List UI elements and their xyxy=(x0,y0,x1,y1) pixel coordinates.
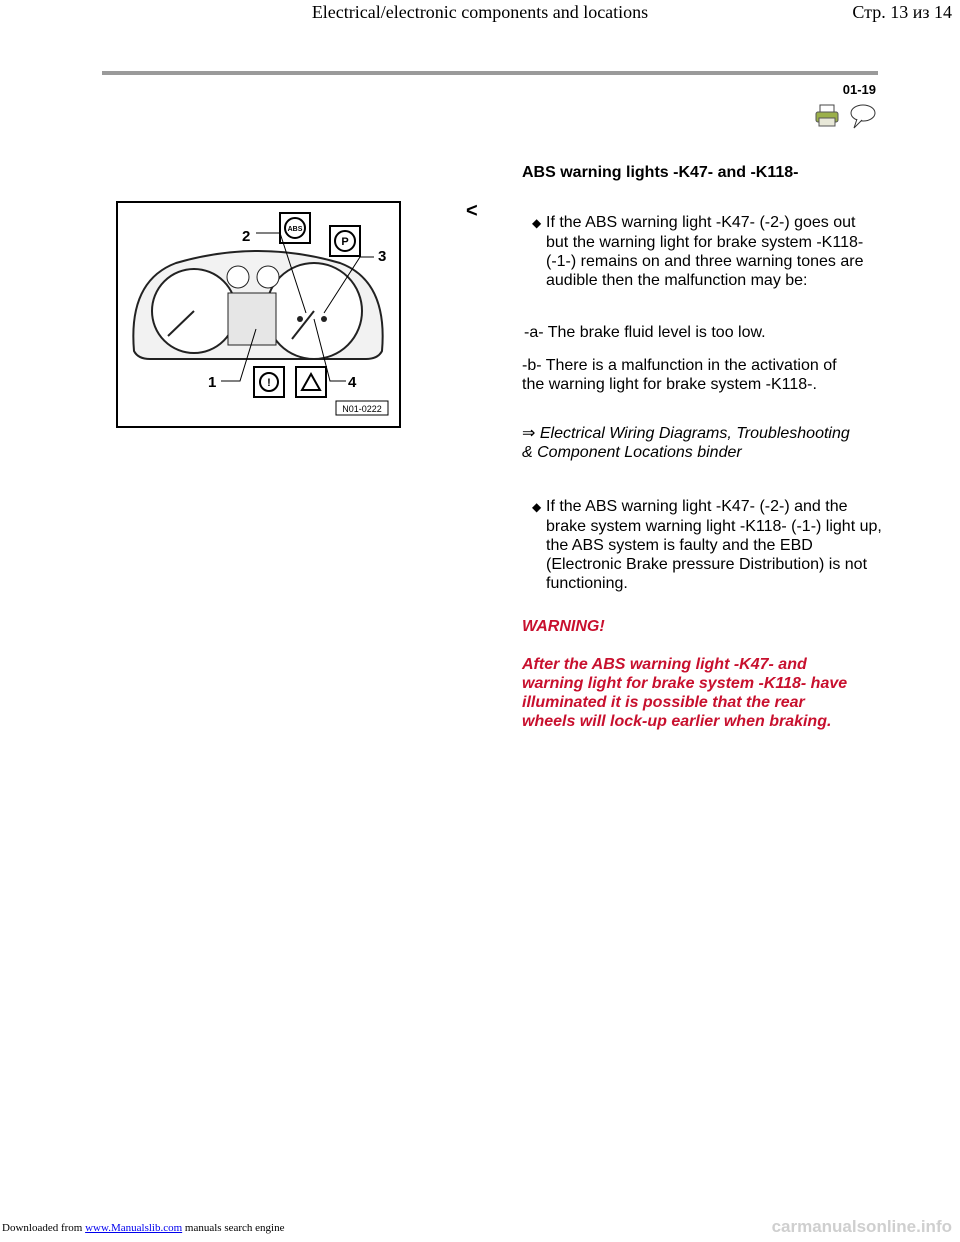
header-page-count: Стр. 13 из 14 xyxy=(852,2,952,22)
list-item-b: -b- There is a malfunction in the activation of the warning light for brake system -K118-. xyxy=(522,357,837,393)
bullet-item-2: ◆ If the ABS warning light -K47- (-2-) and the brake system warning light -K118- (-1-) light up, the ABS system is faulty and the EBD (Electronic Brake pressure Distribution) is not functioning. xyxy=(532,498,882,592)
header-title: Electrical/electronic components and locations xyxy=(311,2,649,22)
callout-4: 4 xyxy=(348,374,357,391)
brake-icon-label: ! xyxy=(267,377,271,389)
previous-arrow-icon[interactable]: < xyxy=(466,200,478,222)
footer: Downloaded from www.Manualslib.com manuals search engine xyxy=(2,1222,285,1234)
warning-label: WARNING! xyxy=(522,618,605,635)
section-title: ABS warning lights -K47- and -K118- xyxy=(522,164,799,181)
parking-icon-label: P xyxy=(341,236,349,248)
diamond-icon: ◆ xyxy=(532,500,542,514)
callout-3: 3 xyxy=(378,248,387,265)
watermark: carmanualsonline.info xyxy=(771,1217,952,1236)
instrument-cluster-figure xyxy=(116,201,401,428)
abs-icon-label: ABS xyxy=(287,226,303,233)
divider xyxy=(102,71,878,75)
figure-code: N01-0222 xyxy=(342,404,382,414)
bullet-item-1: ◆ If the ABS warning light -K47- (-2-) goes out but the warning light for brake system -K118- (-1-) remains on and three warning tones are audible then the malfunction may be: xyxy=(532,214,864,289)
reference-link[interactable]: ⇒ Electrical Wiring Diagrams, Troubleshooting & Component Locations binder xyxy=(522,425,850,461)
arrow-icon: ⇒ xyxy=(522,425,536,442)
page-number: 01-19 xyxy=(842,82,876,97)
feedback-icon[interactable] xyxy=(848,102,878,130)
footer-link[interactable]: www.Manualslib.com xyxy=(85,1222,183,1234)
list-item-a: -a- The brake fluid level is too low. xyxy=(524,324,766,341)
print-icon[interactable] xyxy=(815,104,841,128)
callout-2: 2 xyxy=(242,228,251,245)
callout-1: 1 xyxy=(208,374,217,391)
warning-text: After the ABS warning light -K47- and warning light for brake system -K118- have illuminated it is possible that the rear wheels will lock-up earlier when braking. xyxy=(522,656,848,730)
diamond-icon: ◆ xyxy=(532,216,542,230)
